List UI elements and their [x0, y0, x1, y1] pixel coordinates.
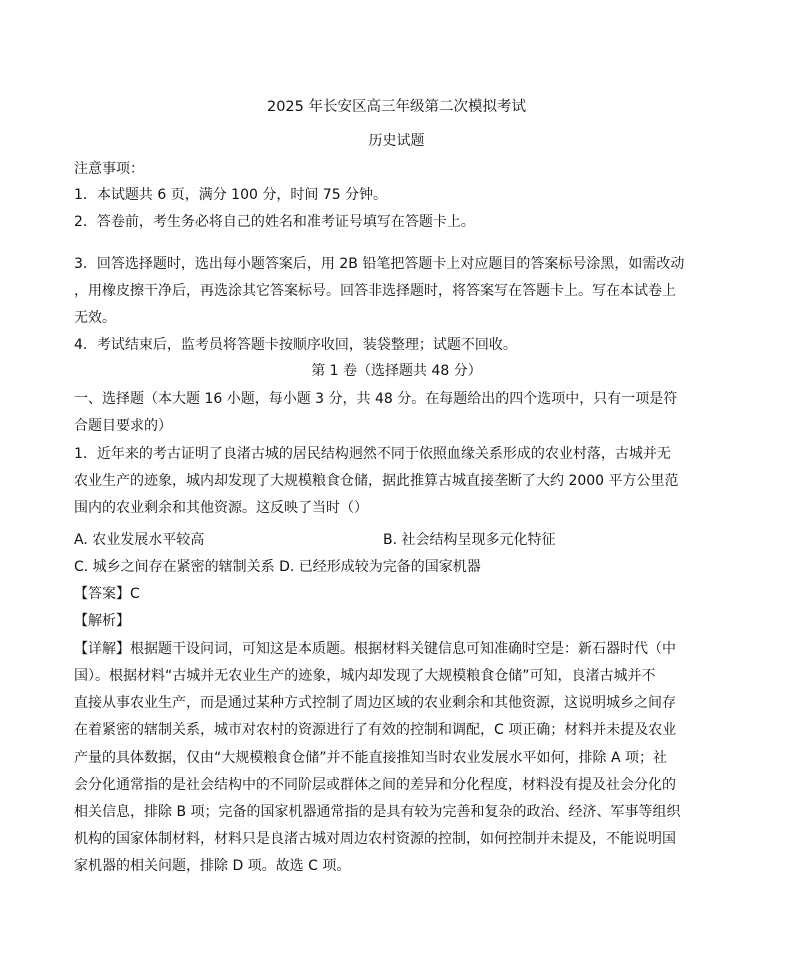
- volume-title: 第 1 卷（选择题共 48 分）: [311, 363, 482, 379]
- analysis-text: 会分化通常指的是社会结构中的不同阶层或群体之间的差异和分化程度，材料没有提及社会分化的: [74, 777, 676, 793]
- notice-item: 2．答卷前，考生务必将自己的姓名和准考证号填写在答题卡上。: [74, 214, 475, 230]
- analysis-text: 直接从事农业生产，而是通过某种方式控制了周边区域的农业剩余和其他资源，这说明城乡之间存: [74, 695, 676, 711]
- option-a: A. 农业发展水平较高: [74, 532, 205, 548]
- question-stem: 1．近年来的考古证明了良渚古城的居民结构迥然不同于依照血缘关系形成的农业村落，古城并无: [74, 446, 671, 462]
- analysis-text: 产量的具体数据，仅由“大规模粮食仓储”并不能直接推知当时农业发展水平如何，排除 A 项；社: [74, 750, 667, 766]
- section-intro: 一、选择题（本大题 16 小题，每小题 3 分，共 48 分。在每题给出的四个选项中，只有一项是符: [74, 391, 678, 407]
- notice-item: 无效。: [74, 310, 116, 326]
- option-b: B. 社会结构呈现多元化特征: [383, 532, 556, 548]
- analysis-text: 国）。根据材料“古城并无农业生产的迹象，城内却发现了大规模粮食仓储”可知，良渚古城并不: [74, 668, 656, 684]
- section-intro: 合题目要求的）: [74, 418, 172, 434]
- notice-item: 1．本试题共 6 页，满分 100 分，时间 75 分钟。: [74, 187, 388, 203]
- notice-item: 4．考试结束后，监考员将答题卡按顺序收回，装袋整理；试题不回收。: [74, 337, 517, 353]
- analysis-text: 家机器的相关问题，排除 D 项。故选 C 项。: [74, 858, 351, 874]
- question-stem: 围内的农业剩余和其他资源。这反映了当时（）: [74, 500, 368, 516]
- options-c-d: C. 城乡之间存在紧密的辖制关系 D. 已经形成较为完备的国家机器: [74, 559, 481, 575]
- answer: 【答案】C: [74, 586, 140, 602]
- analysis-text: 在着紧密的辖制关系，城市对农村的资源进行了有效的控制和调配，C 项正确；材料并未提及农业: [74, 722, 677, 738]
- analysis-text: 相关信息，排除 B 项；完备的国家机器通常指的是具有较为完善和复杂的政治、经济、军事等组织: [74, 804, 681, 820]
- question-stem: 农业生产的迹象，城内却发现了大规模粮食仓储，据此推算古城直接垄断了大约 2000 平方公里范: [74, 473, 679, 489]
- analysis-text: 【详解】根据题干设问词，可知这是本质题。根据材料关键信息可知准确时空是：新石器时代（中: [74, 641, 676, 657]
- subject-title: 历史试题: [368, 133, 425, 149]
- notice-item: ，用橡皮擦干净后，再选涂其它答案标号。回答非选择题时，将答案写在答题卡上。写在本试卷上: [74, 283, 676, 299]
- exam-title: 2025 年长安区高三年级第二次模拟考试: [266, 99, 526, 115]
- analysis-text: 机构的国家体制材料，材料只是良渚古城对周边农村资源的控制，如何控制并未提及，不能说明国: [74, 831, 676, 847]
- notice-item: 3．回答选择题时，选出每小题答案后，用 2B 铅笔把答题卡上对应题目的答案标号涂黑，如需改动: [74, 256, 685, 272]
- notice-heading: 注意事项：: [74, 161, 144, 177]
- analysis-heading: 【解析】: [74, 613, 130, 629]
